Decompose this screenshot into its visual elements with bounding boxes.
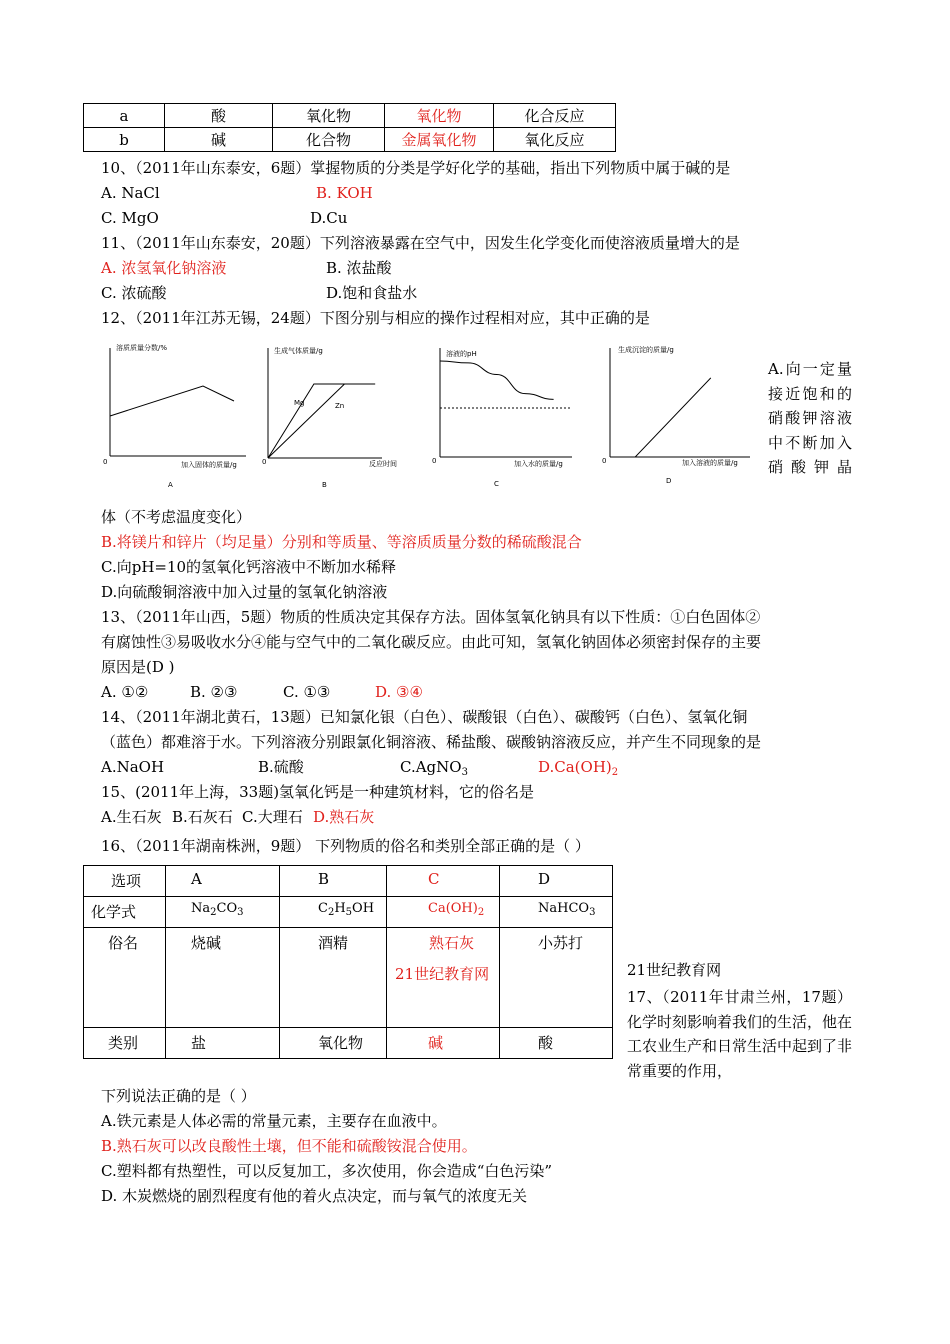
table-row-label: 类别 xyxy=(84,1028,166,1059)
q12-option-b: B.将镁片和锌片（均足量）分别和等质量、等溶质质量分数的稀硫酸混合 xyxy=(101,533,582,551)
origin-label: 0 xyxy=(602,457,607,465)
table-header-cell: B xyxy=(280,866,387,897)
q15-option-c: C.大理石 xyxy=(242,808,303,826)
q15-stem: 15、(2011年上海，33题)氢氧化钙是一种建筑材料，它的俗名是 xyxy=(101,783,535,801)
y-axis-label: 生成沉淀的质量/g xyxy=(618,346,674,354)
table-row-label: 化学式 xyxy=(84,897,166,928)
q12-option-a-continued: 体（不考虑温度变化） xyxy=(101,508,252,526)
table-header-cell: 选项 xyxy=(84,866,166,897)
origin-label: 0 xyxy=(262,458,267,466)
side-watermark: 21世纪教育网 xyxy=(627,961,722,979)
x-axis-label: 加入水的质量/g xyxy=(514,460,563,468)
table-cell: 烧碱 xyxy=(166,928,280,1028)
q11-stem: 11、（2011年山东泰安，20题）下列溶液暴露在空气中，因发生化学变化而使溶液质量增大的是 xyxy=(101,234,740,252)
q17-option-c: C.塑料都有热塑性，可以反复加工，多次使用，你会造成“白色污染” xyxy=(101,1162,553,1180)
table-cell: $C_2H_5OH$ xyxy=(280,897,387,928)
table-cell: 金属氧化物 xyxy=(385,128,494,152)
table-row xyxy=(84,104,616,128)
series-line-mg xyxy=(268,384,375,458)
table-cell: 碱 xyxy=(165,128,273,152)
table-cell: 酸 xyxy=(165,104,273,128)
q17-option-b: B.熟石灰可以改良酸性土壤，但不能和硫酸铵混合使用。 xyxy=(101,1137,477,1155)
q16-table xyxy=(83,865,613,1059)
table-row xyxy=(84,897,613,928)
chart-b xyxy=(262,340,422,499)
watermark-text: 21世纪教育网 xyxy=(395,965,490,983)
chart-a xyxy=(96,340,256,499)
chart-c xyxy=(430,340,590,499)
q10-option-c: C. MgO xyxy=(101,209,159,227)
q15-option-a: A.生石灰 xyxy=(101,808,162,826)
q14-option-c: C.AgNO$_3$ xyxy=(400,758,468,778)
common-name: 熟石灰 xyxy=(429,934,475,952)
table-cell: b xyxy=(84,128,165,152)
q17-stem: 下列说法正确的是（ ） xyxy=(101,1087,256,1105)
y-axis-label: 溶液的pH xyxy=(446,350,477,358)
q14-option-d: $D.Ca(OH)_2$ xyxy=(538,758,619,778)
table-cell: 化合反应 xyxy=(494,104,616,128)
table-cell xyxy=(387,928,500,1028)
q14-option-b: B.硫酸 xyxy=(258,758,304,776)
origin-label: 0 xyxy=(432,457,437,465)
classification-table xyxy=(83,103,616,152)
chart-title: B xyxy=(322,481,327,489)
x-axis-label: 加入固体的质量/g xyxy=(181,461,237,469)
table-cell: 酸 xyxy=(500,1028,613,1059)
zn-label: Zn xyxy=(335,402,345,410)
chart-title: D xyxy=(666,477,672,485)
q14-line-1: 14、（2011年湖北黄石，13题）已知氯化银（白色）、碳酸银（白色）、碳酸钙（白色）、氢氧化铜 xyxy=(101,708,748,726)
q11-option-b: B. 浓盐酸 xyxy=(326,259,392,277)
chart-b-svg xyxy=(262,340,422,495)
x-axis-label: 加入溶液的质量/g xyxy=(682,459,738,467)
q10-option-b: B. KOH xyxy=(316,184,373,202)
q13-option-b: B. ②③ xyxy=(190,683,238,701)
q17-stem-side: 17、（2011年甘肃兰州，17题）化学时刻影响着我们的生活，他在工农业生产和日常生活中起到了非常重要的作用， xyxy=(627,988,853,1080)
chart-d xyxy=(600,340,760,499)
q16-stem: 16、（2011年湖南株洲，9题） 下列物质的俗名和类别全部正确的是（ ） xyxy=(101,837,590,855)
q10-option-a: A. NaCl xyxy=(101,184,160,202)
q13-line-3: 原因是(D ) xyxy=(101,658,175,676)
table-cell: 小苏打 xyxy=(500,928,613,1028)
origin-label: 0 xyxy=(103,458,108,466)
chart-c-svg xyxy=(430,340,590,495)
q14-line-2: （蓝色）都难溶于水。下列溶液分别跟氯化铜溶液、稀盐酸、碳酸钠溶液反应，并产生不同现象的是 xyxy=(101,733,762,751)
table-cell: $Ca(OH)_2$ xyxy=(387,897,500,928)
q10-option-d: D.Cu xyxy=(310,209,348,227)
table-row-label: 俗名 xyxy=(84,928,166,1028)
series-line xyxy=(110,386,234,416)
table-cell: 碱 xyxy=(387,1028,500,1059)
table-cell: 盐 xyxy=(166,1028,280,1059)
q15-option-d: D.熟石灰 xyxy=(313,808,375,826)
chart-d-svg xyxy=(600,340,760,495)
table-cell: 氧化物 xyxy=(385,104,494,128)
table-header-cell: D xyxy=(500,866,613,897)
q13-option-a: A. ①② xyxy=(101,683,149,701)
q14-option-a: A.NaOH xyxy=(101,758,165,776)
chart-a-svg xyxy=(96,340,256,495)
mg-label: Mg xyxy=(294,399,305,407)
table-row xyxy=(84,928,613,1028)
table-row xyxy=(84,128,616,152)
q11-option-d: D.饱和食盐水 xyxy=(326,284,418,302)
table-cell: 氧化反应 xyxy=(494,128,616,152)
q13-option-d: D. ③④ xyxy=(375,683,423,701)
q13-option-c: C. ①③ xyxy=(283,683,331,701)
table-cell: NaHCO$_3$ xyxy=(500,897,613,928)
q11-option-c: C. 浓硫酸 xyxy=(101,284,167,302)
q15-option-b: B.石灰石 xyxy=(172,808,233,826)
q13-line-2: 有腐蚀性③易吸收水分④能与空气中的二氧化碳反应。由此可知，氢氧化钠固体必须密封保存的主要 xyxy=(101,633,762,651)
table-row xyxy=(84,1028,613,1059)
table-cell: $Na_2CO_3$ xyxy=(166,897,280,928)
table-cell: 酒精 xyxy=(280,928,387,1028)
y-axis-label: 溶质质量分数/% xyxy=(116,344,168,352)
table-cell: a xyxy=(84,104,165,128)
q11-option-a: A. 浓氢氧化钠溶液 xyxy=(101,259,227,277)
series-line xyxy=(440,361,554,399)
table-cell: 氧化物 xyxy=(280,1028,387,1059)
table-header-cell: A xyxy=(166,866,280,897)
q17-option-a: A.铁元素是人体必需的常量元素，主要存在血液中。 xyxy=(101,1112,447,1130)
x-axis-label: 反应时间 xyxy=(369,460,397,468)
q10-stem: 10、（2011年山东泰安，6题）掌握物质的分类是学好化学的基础，指出下列物质中属于碱的是 xyxy=(101,159,731,177)
series-line-zn xyxy=(268,384,375,458)
q12-stem: 12、（2011年江苏无锡，24题）下图分别与相应的操作过程相对应，其中正确的是 xyxy=(101,309,650,327)
q13-line-1: 13、（2011年山西，5题）物质的性质决定其保存方法。固体氢氧化钠具有以下性质：①白色固体② xyxy=(101,608,761,626)
table-cell: 化合物 xyxy=(273,128,385,152)
chart-title: C xyxy=(494,480,499,488)
q17-option-d: D. 木炭燃烧的剧烈程度有他的着火点决定，而与氧气的浓度无关 xyxy=(101,1187,528,1205)
q12-option-d: D.向硫酸铜溶液中加入过量的氢氧化钠溶液 xyxy=(101,583,388,601)
table-row xyxy=(84,866,613,897)
table-cell: 氧化物 xyxy=(273,104,385,128)
chart-title: A xyxy=(168,481,173,489)
q12-option-a: A.向一定量接近饱和的硝酸钾溶液中不断加入硝酸钾晶 xyxy=(768,360,852,476)
table-header-cell: C xyxy=(387,866,500,897)
series-line xyxy=(610,378,711,457)
y-axis-label: 生成气体质量/g xyxy=(274,347,323,355)
q12-option-c: C.向pH=10的氢氧化钙溶液中不断加水稀释 xyxy=(101,558,397,576)
